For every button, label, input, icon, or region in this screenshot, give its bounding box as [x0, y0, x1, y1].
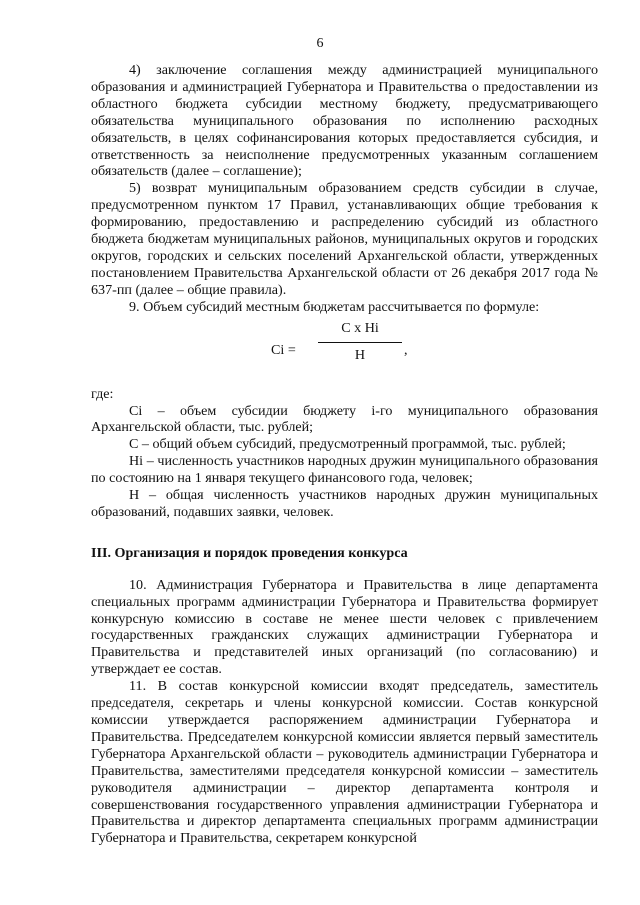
- subsidy-formula: [91, 320, 598, 380]
- formula-fraction: [316, 320, 404, 364]
- formula-denominator: Н: [354, 346, 366, 363]
- definition-hi: Нi – численность участников народных дружин муниципального образования по состоянию на 1 января текущего финансового года, человек;: [91, 453, 598, 487]
- paragraph-10: 10. Администрация Губернатора и Правительства в лице департамента специальных программ администрации Губернатора и Правительства формирует конкурсную комиссию в составе не менее шести человек с привлечением государственных гражданских служащих администрации Губернатора и Правительства и представителей иных организаций (по согласованию) и утверждает ее состав.: [91, 576, 598, 678]
- definition-ci: Сi – объем субсидии бюджету i-го муниципального образования Архангельской области, тыс. рублей;: [91, 402, 598, 436]
- paragraph-item-4: 4) заключение соглашения между администрацией муниципального образования и администрацией Губернатора и Правительства о предоставлении из областного бюджета субсидии местному бюджету, предусматривающего обязательства муниципального образования по исполнению расходных обязательств, в целях софинансирования которых предоставляется субсидия, и ответственность за неисполнение предусмотренных указанным соглашением обязательств (далее – соглашение);: [91, 62, 598, 180]
- formula-lhs: Сi =: [271, 341, 296, 358]
- section-heading: III. Организация и порядок проведения конкурса: [91, 544, 408, 561]
- definition-c: С – общий объем субсидий, предусмотренный программой, тыс. рублей;: [129, 436, 566, 453]
- formula-comma: ,: [404, 341, 408, 358]
- paragraph-9: 9. Объем субсидий местным бюджетам рассчитывается по формуле:: [129, 298, 540, 315]
- formula-numerator: С х Нi: [341, 319, 379, 336]
- where-label: где:: [91, 385, 114, 402]
- document-body: [91, 62, 598, 847]
- paragraph-item-5: 5) возврат муниципальным образованием средств субсидии в случае, предусмотренном пунктом 17 Правил, устанавливающих общие требования к формированию, предоставлению и распределению субсидий из областного бюджета бюджетам муниципальных районов, муниципальных округов и городских округов, городских и сельских поселений Архангельской области, утвержденных постановлением Правительства Архангельской области от 26 декабря 2017 года № 637-пп (далее – общие правила).: [91, 180, 598, 298]
- definition-h: Н – общая численность участников народных дружин муниципальных образований, подавших заявки, человек.: [91, 487, 598, 520]
- fraction-bar: [318, 342, 402, 343]
- paragraph-11: 11. В состав конкурсной комиссии входят председатель, заместитель председателя, секретарь и члены конкурсной комиссии. Состав конкурсной комиссии утверждается распоряжением администрации Губернатора и Правительства. Председателем конкурсной комиссии является первый заместитель Губернатора Архангельской области – руководитель администрации Губернатора и Правительства, заместителями председателя конкурсной комиссии – заместитель руководителя администрации – директор департамента контроля и совершенствования государственного управления администрации Губернатора и Правительства и директор департамента специальных программ администрации Губернатора и Правительства, секретарем конкурсной: [91, 678, 598, 847]
- page-number: 6: [316, 36, 324, 51]
